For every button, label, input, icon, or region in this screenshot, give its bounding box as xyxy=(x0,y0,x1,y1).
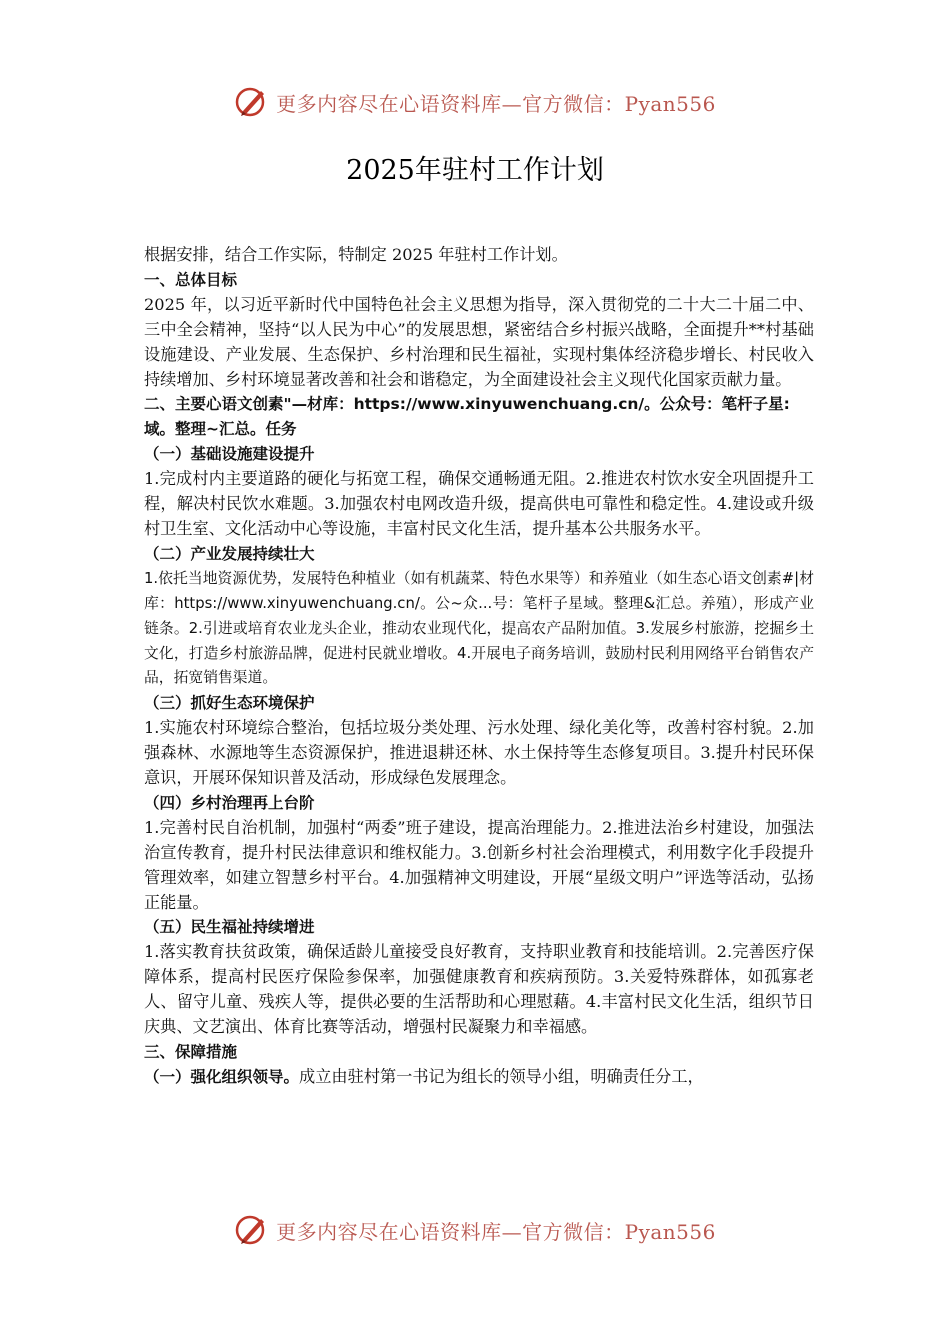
section-1-heading: 一、总体目标 xyxy=(144,270,238,289)
subsection-2-5-heading: （五）民生福祉持续增进 xyxy=(144,918,315,937)
pen-logo-icon xyxy=(234,84,270,120)
subsection-3-1-paragraph xyxy=(144,1065,814,1090)
subsection-2-3-heading: （三）抓好生态环境保护 xyxy=(144,694,315,713)
section-2-heading: 二、主要心语文创素"—材库：https://www.xinyuwenchuang.cn/。公众号：笔杆子星:域。整理~汇总。任务 xyxy=(144,395,790,439)
footer-banner-text: 更多内容尽在心语资料库—官方微信：Pyan556 xyxy=(276,1219,716,1244)
header-banner-text: 更多内容尽在心语资料库—官方微信：Pyan556 xyxy=(276,91,716,116)
section-1-body: 2025 年，以习近平新时代中国特色社会主义思想为指导，深入贯彻党的二十大二十届二中、三中全会精神，坚持“以人民为中心”的发展思想，紧密结合乡村振兴战略，全面提升**村基础设施建设、产业发展、生态保护、乡村治理和民生福祉，实现村集体经济稳步增长、村民收入持续增加、乡村环境显著改善和社会和谐稳定，为全面建设社会主义现代化国家贡献力量。 xyxy=(144,294,814,389)
header-banner xyxy=(0,80,950,124)
document-body xyxy=(144,243,814,1090)
subsection-2-4-body: 1.完善村民自治机制，加强村“两委”班子建设，提高治理能力。2.推进法治乡村建设，加强法治宣传教育，提升村民法律意识和维权能力。3.创新乡村社会治理模式，利用数字化手段提升管理效率，如建立智慧乡村平台。4.加强精神文明建设，开展“星级文明户”评选等活动，弘扬正能量。 xyxy=(144,817,814,912)
subsection-3-1-body: 成立由驻村第一书记为组长的领导小组，明确责任分工， xyxy=(299,1066,704,1086)
subsection-2-1-heading: （一）基础设施建设提升 xyxy=(144,445,315,464)
document-title: 2025年驻村工作计划 xyxy=(346,155,604,186)
subsection-2-4-heading: （四）乡村治理再上台阶 xyxy=(144,793,315,812)
pen-logo-icon xyxy=(234,1212,270,1248)
subsection-2-3-body: 1.实施农村环境综合整治，包括垃圾分类处理、污水处理、绿化美化等，改善村容村貌。2.加强森林、水源地等生态资源保护，推进退耕还林、水土保持等生态修复项目。3.提升村民环保意识，开展环保知识普及活动，形成绿色发展理念。 xyxy=(144,718,814,788)
footer-banner xyxy=(0,1208,950,1252)
intro-paragraph: 根据安排，结合工作实际，特制定 2025 年驻村工作计划。 xyxy=(144,245,568,264)
subsection-2-1-body: 1.完成村内主要道路的硬化与拓宽工程，确保交通畅通无阻。2.推进农村饮水安全巩固提升工程，解决村民饮水难题。3.加强农村电网改造升级，提高供电可靠性和稳定性。4.建设或升级村卫生室、文化活动中心等设施，丰富村民文化生活，提升基本公共服务水平。 xyxy=(144,469,814,538)
section-3-heading: 三、保障措施 xyxy=(144,1043,238,1061)
subsection-3-1-lead: （一）强化组织领导。 xyxy=(144,1067,300,1086)
subsection-2-5-body: 1.落实教育扶贫政策，确保适龄儿童接受良好教育，支持职业教育和技能培训。2.完善医疗保障体系，提高村民医疗保险参保率，加强健康教育和疾病预防。3.关爱特殊群体，如孤寡老人、留守儿童、残疾人等，提供必要的生活帮助和心理慰藉。4.丰富村民文化生活，组织节日庆典、文艺演出、体育比赛等活动，增强村民凝聚力和幸福感。 xyxy=(144,942,814,1037)
subsection-2-2-body: 1.依托当地资源优势，发展特色种植业（如有机蔬菜、特色水果等）和养殖业（如生态心语文创素#|材库：https://www.xinyuwenchuang.cn/。公~众...号：笔杆子星域。整理&汇总。养殖），形成产业链条。2.引进或培育农业龙头企业，推动农业现代化，提高农产品附加值。3.发展乡村旅游，挖掘乡土文化，打造乡村旅游品牌，促进村民就业增收。4.开展电子商务培训，鼓励村民利用网络平台销售农产品，拓宽销售渠道。 xyxy=(144,569,814,687)
subsection-2-2-heading: （二）产业发展持续壮大 xyxy=(144,544,315,563)
